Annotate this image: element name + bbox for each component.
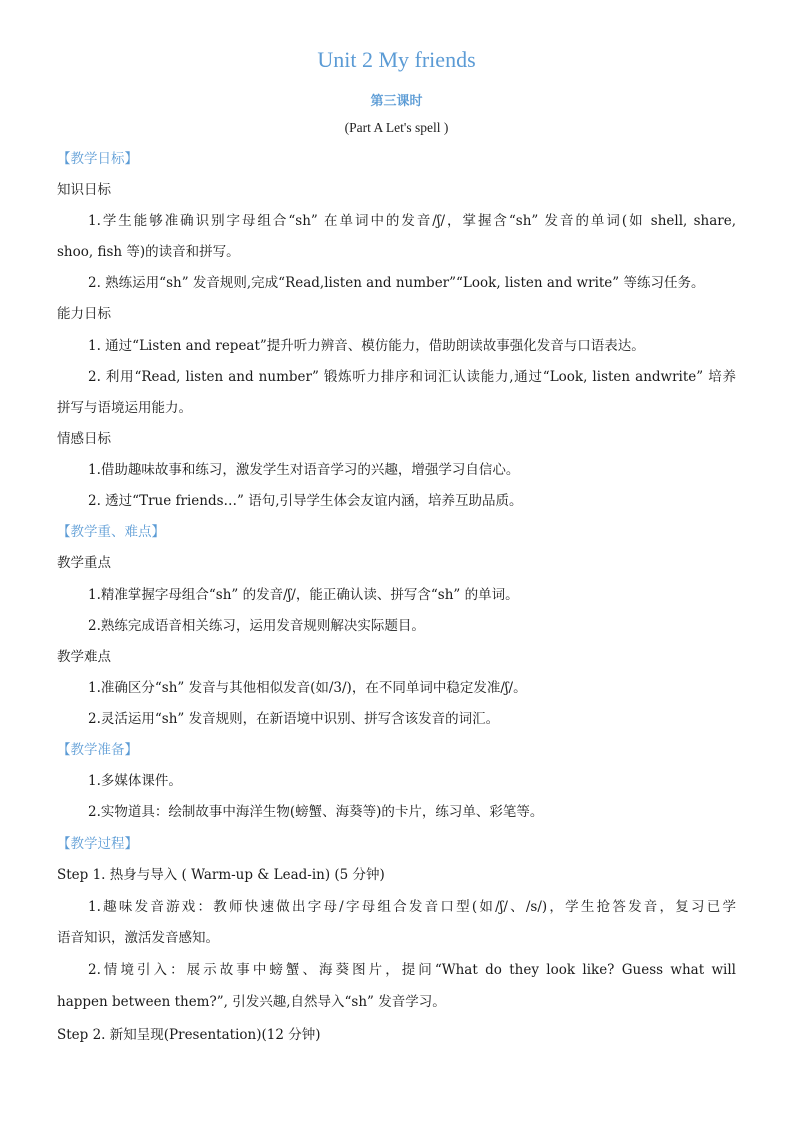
section-heading-key-points: 【教学重、难点】 (57, 524, 165, 540)
paragraph-line: 2. 利用“Read, listen and number” 锻炼听力排序和词汇认读能力,通过“Look, listen andwrite” 培养 (88, 369, 736, 385)
paragraph-line: 1.学生能够准确识别字母组合“sh” 在单词中的发音/ʃ/，掌握含“sh” 发音的单词(如 shell, share, (88, 213, 736, 229)
section-heading-process: 【教学过程】 (57, 836, 138, 852)
paragraph-line: 1.借助趣味故事和练习，激发学生对语音学习的兴趣，增强学习自信心。 (88, 462, 520, 478)
step-heading: Step 2. 新知呈现(Presentation)(12 分钟) (57, 1027, 321, 1043)
paragraph-line: 拼写与语境运用能力。 (57, 400, 192, 416)
paragraph-line: 1.趣味发音游戏：教师快速做出字母/字母组合发音口型(如/ʃ/、/s/)，学生抢答发音，复习已学 (88, 899, 736, 915)
paragraph-line: 1. 通过“Listen and repeat”提升听力辨音、模仿能力，借助朗读故事强化发音与口语表达。 (88, 338, 645, 354)
subheading-knowledge: 知识日标 (57, 182, 111, 198)
paragraph-line: 2.灵活运用“sh” 发音规则，在新语境中识别、拼写含该发音的词汇。 (88, 711, 500, 727)
section-heading-objectives: 【教学日标】 (57, 151, 138, 167)
document-title: Unit 2 My friends (317, 47, 476, 72)
subheading-focus: 教学重点 (57, 555, 111, 571)
subheading-emotion: 情感日标 (57, 431, 111, 447)
paragraph-line: 2.熟练完成语音相关练习，运用发音规则解决实际题目。 (88, 618, 425, 634)
paragraph-line: 1.精准掌握字母组合“sh” 的发音/ʃ/，能正确认读、拼写含“sh” 的单词。 (88, 587, 519, 603)
paragraph-line: 语音知识，激活发音感知。 (57, 930, 219, 946)
lesson-number: 第三课时 (370, 94, 423, 109)
step-heading: Step 1. 热身与导入 ( Warm-up & Lead-in) (5 分钟) (57, 867, 385, 883)
paragraph-line: 1.准确区分“sh” 发音与其他相似发音(如/3/)，在不同单词中稳定发准/ʃ/。 (88, 680, 527, 696)
paragraph-line: 2. 熟练运用“sh” 发音规则,完成“Read,listen and number”“Look, listen and write” 等练习任务。 (88, 275, 705, 291)
lesson-part: (Part A Let's spell ) (344, 120, 449, 135)
section-heading-preparation: 【教学准备】 (57, 742, 138, 758)
paragraph-line: happen between them?”, 引发兴趣,自然导入“sh” 发音学习。 (57, 994, 446, 1010)
paragraph-line: 2.情境引入：展示故事中螃蟹、海葵图片，提问“What do they look like? Guess what will (88, 962, 736, 978)
paragraph-line: 1.多媒体课件。 (88, 773, 182, 789)
paragraph-line: 2. 透过“True friends…” 语句,引导学生体会友谊内涵，培养互助品质。 (88, 493, 523, 509)
paragraph-line: 2.实物道具：绘制故事中海洋生物(螃蟹、海葵等)的卡片，练习单、彩笔等。 (88, 804, 544, 820)
subheading-ability: 能力日标 (57, 306, 111, 322)
paragraph-line: shoo, fish 等)的读音和拼写。 (57, 244, 240, 260)
subheading-difficulty: 教学难点 (57, 649, 111, 665)
